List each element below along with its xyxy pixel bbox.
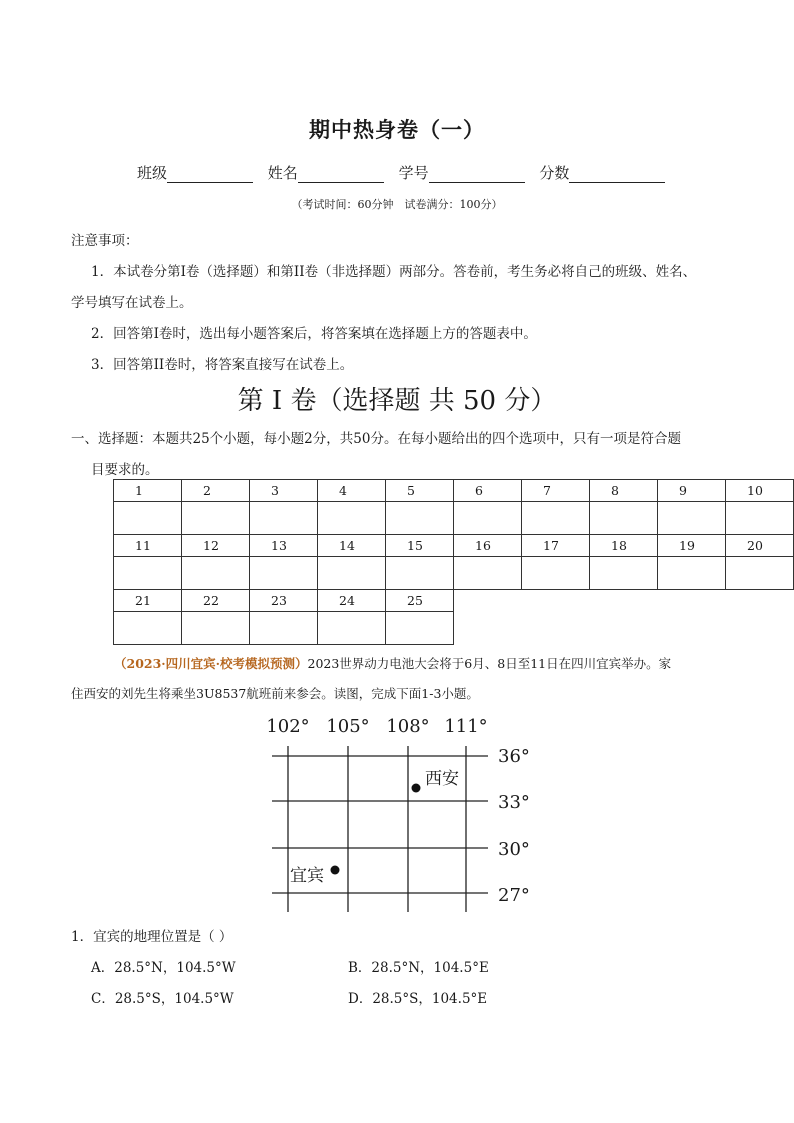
answer-number: 9 xyxy=(658,480,726,502)
answer-box[interactable] xyxy=(522,557,590,590)
answer-box[interactable] xyxy=(318,502,386,535)
longitude-label: 105° xyxy=(326,716,370,737)
answer-number-row xyxy=(114,480,794,502)
xian-city-marker xyxy=(412,784,421,793)
answer-number: 3 xyxy=(250,480,318,502)
question-1-option-b[interactable]: B．28.5°N，104.5°E xyxy=(348,960,489,976)
answer-box[interactable] xyxy=(182,612,250,645)
score-label: 分数 xyxy=(539,164,570,182)
source-text: 2023世界动力电池大会将于6月、8日至11日在四川宜宾举办。家 xyxy=(307,656,672,671)
notice-heading: 注意事项： xyxy=(71,233,139,249)
page-title: 期中热身卷（一） xyxy=(309,117,485,142)
answer-number: 10 xyxy=(726,480,794,502)
question-source-cont: 住西安的刘先生将乘坐3U8537航班前来参会。读图，完成下面1-3小题。 xyxy=(71,686,479,701)
answer-box[interactable] xyxy=(114,612,182,645)
answer-box[interactable] xyxy=(590,502,658,535)
score-blank[interactable] xyxy=(569,166,665,183)
xian-city-label: 西安 xyxy=(425,769,459,789)
section-instruction-cont: 目要求的。 xyxy=(91,462,159,478)
answer-number: 8 xyxy=(590,480,658,502)
student-id-blank[interactable] xyxy=(429,166,525,183)
answer-box-row xyxy=(114,612,794,645)
answer-box[interactable] xyxy=(454,557,522,590)
yibin-city-marker xyxy=(331,866,340,875)
answer-number-row xyxy=(114,535,794,557)
answer-box[interactable] xyxy=(250,502,318,535)
answer-number: 1 xyxy=(114,480,182,502)
answer-number: 12 xyxy=(182,535,250,557)
question-1-option-d[interactable]: D．28.5°S，104.5°E xyxy=(348,991,488,1007)
answer-number: 23 xyxy=(250,590,318,612)
answer-table xyxy=(113,479,794,645)
answer-box[interactable] xyxy=(386,612,454,645)
answer-box[interactable] xyxy=(182,557,250,590)
latitude-label: 33° xyxy=(498,792,530,813)
name-blank[interactable] xyxy=(298,166,384,183)
answer-number-row xyxy=(114,590,794,612)
source-tag: （2023·四川宜宾·校考模拟预测） xyxy=(114,656,308,671)
lat-lon-grid-map xyxy=(260,708,560,918)
answer-number: 25 xyxy=(386,590,454,612)
answer-box[interactable] xyxy=(590,557,658,590)
longitude-label: 102° xyxy=(266,716,310,737)
question-1-stem: 1．宜宾的地理位置是（ ） xyxy=(71,929,233,945)
answer-box[interactable] xyxy=(250,557,318,590)
notice-item-3: 3．回答第II卷时，将答案直接写在试卷上。 xyxy=(91,357,354,373)
longitude-label: 108° xyxy=(386,716,430,737)
answer-box[interactable] xyxy=(522,502,590,535)
notice-item-2: 2．回答第I卷时，选出每小题答案后，将答案填在选择题上方的答题表中。 xyxy=(91,326,537,342)
answer-number: 2 xyxy=(182,480,250,502)
answer-number: 19 xyxy=(658,535,726,557)
answer-box[interactable] xyxy=(726,502,794,535)
answer-number: 4 xyxy=(318,480,386,502)
answer-box-row xyxy=(114,502,794,535)
name-label: 姓名 xyxy=(267,164,298,182)
exam-note: （考试时间：60分钟 试卷满分：100分） xyxy=(291,198,503,211)
question-source xyxy=(114,654,671,672)
section-instruction: 一、选择题：本题共25个小题，每小题2分，共50分。在每小题给出的四个选项中，只有一项是符合题 xyxy=(71,431,681,447)
answer-box[interactable] xyxy=(318,557,386,590)
answer-box[interactable] xyxy=(114,557,182,590)
answer-number: 6 xyxy=(454,480,522,502)
answer-number: 22 xyxy=(182,590,250,612)
answer-box[interactable] xyxy=(318,612,386,645)
answer-number: 7 xyxy=(522,480,590,502)
answer-box[interactable] xyxy=(454,502,522,535)
answer-box[interactable] xyxy=(182,502,250,535)
question-1-option-c[interactable]: C．28.5°S，104.5°W xyxy=(91,991,234,1007)
latitude-label: 30° xyxy=(498,839,530,860)
class-blank[interactable] xyxy=(167,166,253,183)
answer-number: 16 xyxy=(454,535,522,557)
answer-number: 11 xyxy=(114,535,182,557)
student-id-label: 学号 xyxy=(398,164,429,182)
answer-box[interactable] xyxy=(114,502,182,535)
class-label: 班级 xyxy=(137,164,168,182)
answer-box-row xyxy=(114,557,794,590)
answer-box[interactable] xyxy=(250,612,318,645)
answer-number: 24 xyxy=(318,590,386,612)
latitude-label: 36° xyxy=(498,746,530,767)
answer-number: 14 xyxy=(318,535,386,557)
notice-item-1: 1．本试卷分第I卷（选择题）和第II卷（非选择题）两部分。答卷前，考生务必将自己的班级、姓名、 xyxy=(91,264,697,280)
notice-item-1-cont: 学号填写在试卷上。 xyxy=(71,295,193,311)
answer-box[interactable] xyxy=(726,557,794,590)
answer-number: 15 xyxy=(386,535,454,557)
answer-number: 18 xyxy=(590,535,658,557)
answer-box[interactable] xyxy=(386,557,454,590)
longitude-label: 111° xyxy=(444,716,488,737)
yibin-city-label: 宜宾 xyxy=(290,866,324,886)
latitude-label: 27° xyxy=(498,885,530,906)
student-info-row xyxy=(137,162,675,183)
part-one-title: 第 I 卷（选择题 共 50 分） xyxy=(237,386,557,416)
answer-box[interactable] xyxy=(658,502,726,535)
answer-box[interactable] xyxy=(386,502,454,535)
question-1-option-a[interactable]: A．28.5°N，104.5°W xyxy=(91,960,236,976)
answer-number: 5 xyxy=(386,480,454,502)
answer-number: 20 xyxy=(726,535,794,557)
answer-number: 17 xyxy=(522,535,590,557)
answer-box[interactable] xyxy=(658,557,726,590)
answer-number: 13 xyxy=(250,535,318,557)
answer-number: 21 xyxy=(114,590,182,612)
